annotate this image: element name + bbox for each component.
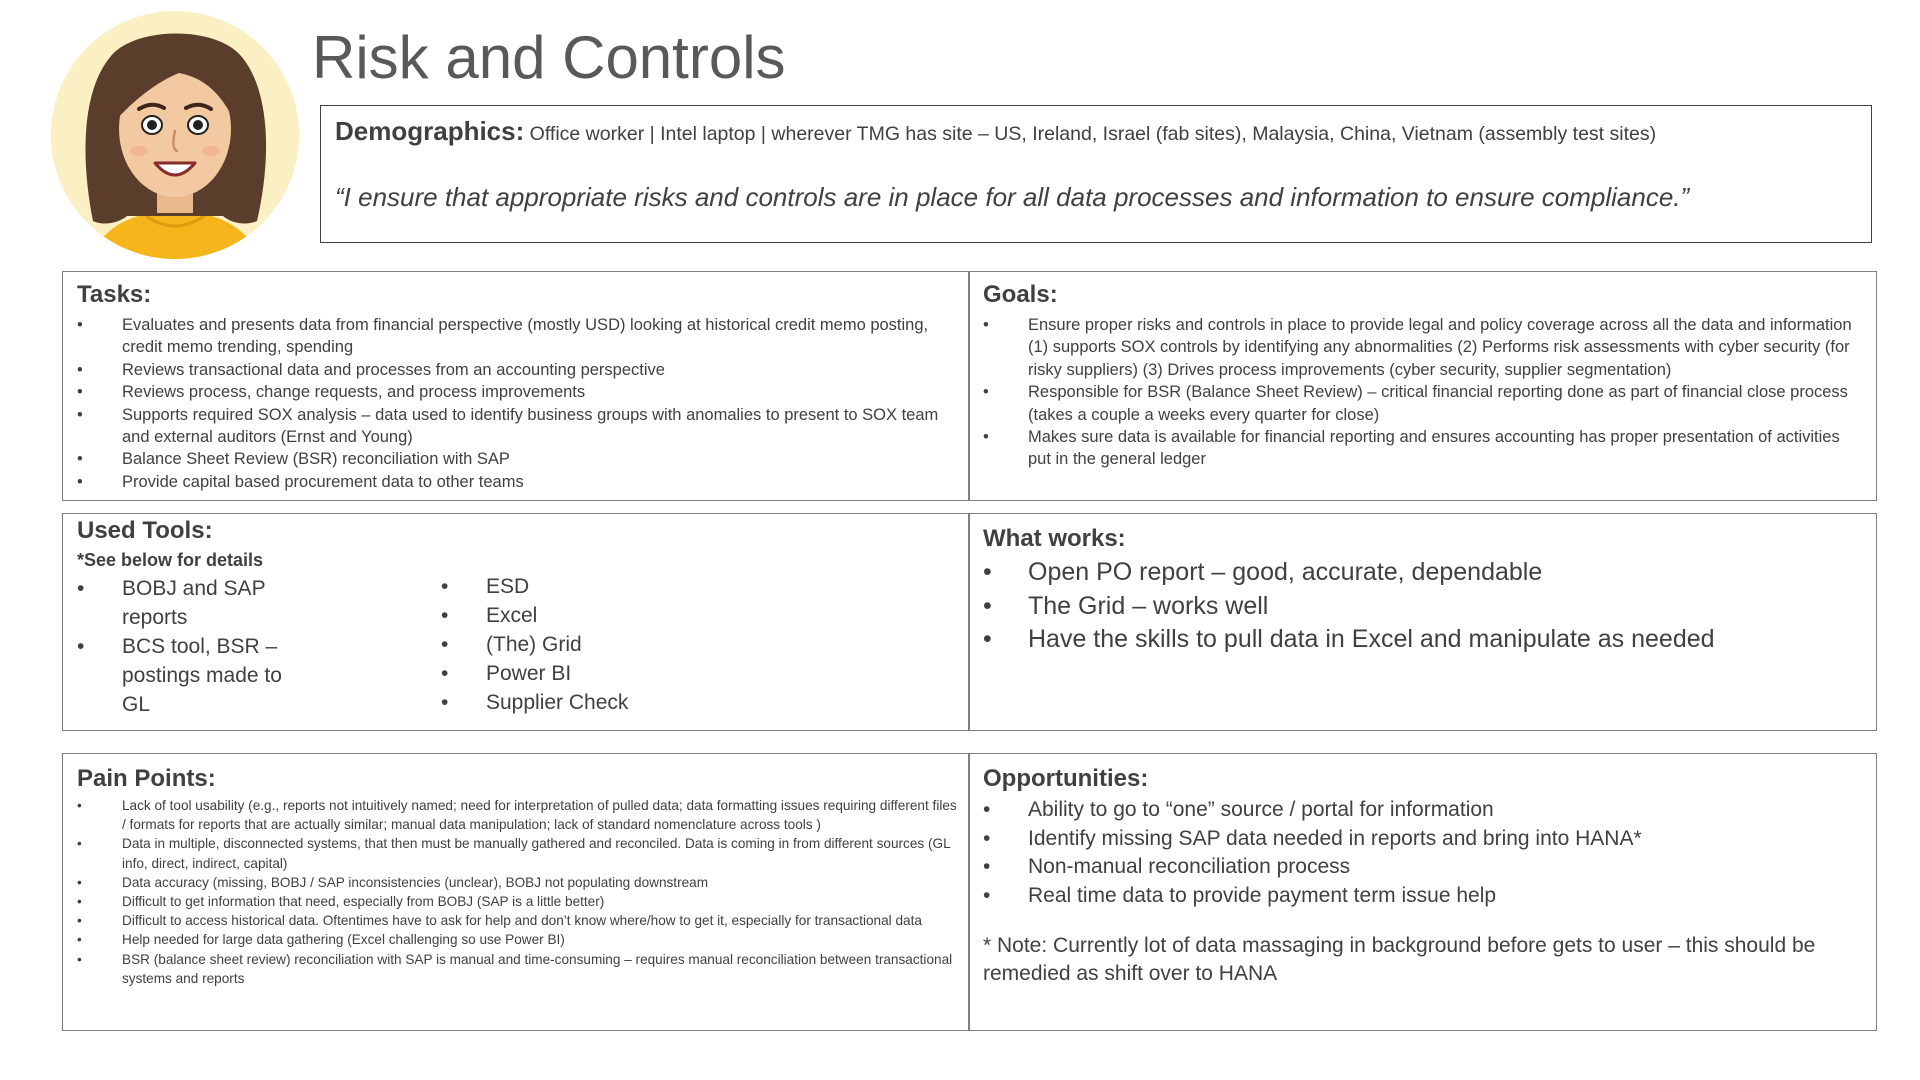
opportunities-title: Opportunities: [983, 765, 1149, 792]
list-item: • Data accuracy (missing, BOBJ / SAP inconsistencies (unclear), BOBJ not populating downstream [77, 873, 957, 892]
list-item: • BCS tool, BSR – postings made to GL [77, 632, 307, 719]
list-item: • Data in multiple, disconnected systems, that then must be manually gathered and reconciled. Data is coming in from different sources (GL info, direct, indirect, capital) [77, 834, 957, 872]
list-item: • Difficult to get information that need, especially from BOBJ (SAP is a little better) [77, 892, 957, 911]
opportunities-list [983, 796, 1863, 910]
list-item: • Ability to go to “one” source / portal for information [983, 796, 1863, 825]
opportunities-panel [968, 753, 1877, 1031]
pain-points-panel [62, 753, 970, 1031]
list-item: • BSR (balance sheet review) reconciliation with SAP is manual and time-consuming – requires manual reconciliation between transactional systems and reports [77, 950, 957, 988]
list-item: • ESD [441, 572, 741, 601]
tools-subtitle: *See below for details [77, 550, 264, 570]
pain-points-list [77, 796, 957, 988]
list-item: • Have the skills to pull data in Excel and manipulate as needed [983, 623, 1863, 657]
page-title: Risk and Controls [312, 24, 786, 91]
what-works-list [983, 556, 1863, 657]
what-works-title: What works: [983, 525, 1126, 552]
list-item: • Makes sure data is available for financial reporting and ensures accounting has proper presentation of activities put in the general ledger [983, 426, 1863, 471]
opportunities-note: * Note: Currently lot of data massaging in background before gets to user – this should be remedied as shift over to HANA [983, 934, 1816, 985]
persona-avatar [51, 11, 299, 259]
list-item: • Provide capital based procurement data to other teams [77, 471, 957, 493]
pain-points-title: Pain Points: [77, 765, 216, 792]
tools-panel [62, 513, 970, 731]
list-item: • Help needed for large data gathering (Excel challenging so use Power BI) [77, 930, 957, 949]
tasks-panel [62, 271, 970, 501]
list-item: • Ensure proper risks and controls in place to provide legal and policy coverage across all the data and information (1) supports SOX controls by identifying any abnormalities (2) Performs risk assessments with cyber security (for risky suppliers) (3) Drives process improvements (cyber security, supplier segmentation) [983, 314, 1863, 381]
goals-panel [968, 271, 1877, 501]
woman-illustration-icon [51, 11, 299, 259]
list-item: • Non-manual reconciliation process [983, 853, 1863, 882]
persona-quote: “I ensure that appropriate risks and controls are in place for all data processes and information to ensure compliance.” [335, 182, 1690, 212]
list-item: • (The) Grid [441, 630, 741, 659]
demographics-line [335, 116, 1656, 147]
demographics-text: Office worker | Intel laptop | wherever TMG has site – US, Ireland, Israel (fab sites), Malaysia, China, Vietnam (assembly test sites) [524, 123, 1657, 145]
tools-list-col1 [77, 574, 307, 719]
goals-list [983, 314, 1863, 471]
list-item: • BOBJ and SAP reports [77, 574, 307, 632]
list-item: • Reviews transactional data and processes from an accounting perspective [77, 359, 957, 381]
goals-title: Goals: [983, 281, 1058, 308]
list-item: • Supports required SOX analysis – data used to identify business groups with anomalies to present to SOX team and external auditors (Ernst and Young) [77, 404, 957, 449]
list-item: • Real time data to provide payment term issue help [983, 882, 1863, 911]
what-works-panel [968, 513, 1877, 731]
tasks-title: Tasks: [77, 281, 152, 308]
tasks-list [77, 314, 957, 493]
list-item: • Open PO report – good, accurate, dependable [983, 556, 1863, 590]
list-item: • Power BI [441, 659, 741, 688]
list-item: • Difficult to access historical data. Oftentimes have to ask for help and don’t know where/how to get it, especially for transactional data [77, 911, 957, 930]
tools-title: Used Tools: [77, 517, 213, 544]
list-item: • Evaluates and presents data from financial perspective (mostly USD) looking at historical credit memo posting, credit memo trending, spending [77, 314, 957, 359]
tools-list-col2 [441, 572, 741, 717]
list-item: • Responsible for BSR (Balance Sheet Review) – critical financial reporting done as part of financial close process (takes a couple a weeks every quarter for close) [983, 381, 1863, 426]
demographics-label: Demographics: [335, 116, 525, 146]
list-item: • The Grid – works well [983, 590, 1863, 624]
list-item: • Supplier Check [441, 688, 741, 717]
list-item: • Balance Sheet Review (BSR) reconciliation with SAP [77, 448, 957, 470]
list-item: • Reviews process, change requests, and process improvements [77, 381, 957, 403]
list-item: • Identify missing SAP data needed in reports and bring into HANA* [983, 825, 1863, 854]
demographics-box [320, 105, 1872, 243]
list-item: • Lack of tool usability (e.g., reports not intuitively named; need for interpretation of pulled data; data formatting issues requiring different files / formats for reports that are actually similar; manual data manipulation; lack of standard nomenclature across tools ) [77, 796, 957, 834]
list-item: • Excel [441, 601, 741, 630]
